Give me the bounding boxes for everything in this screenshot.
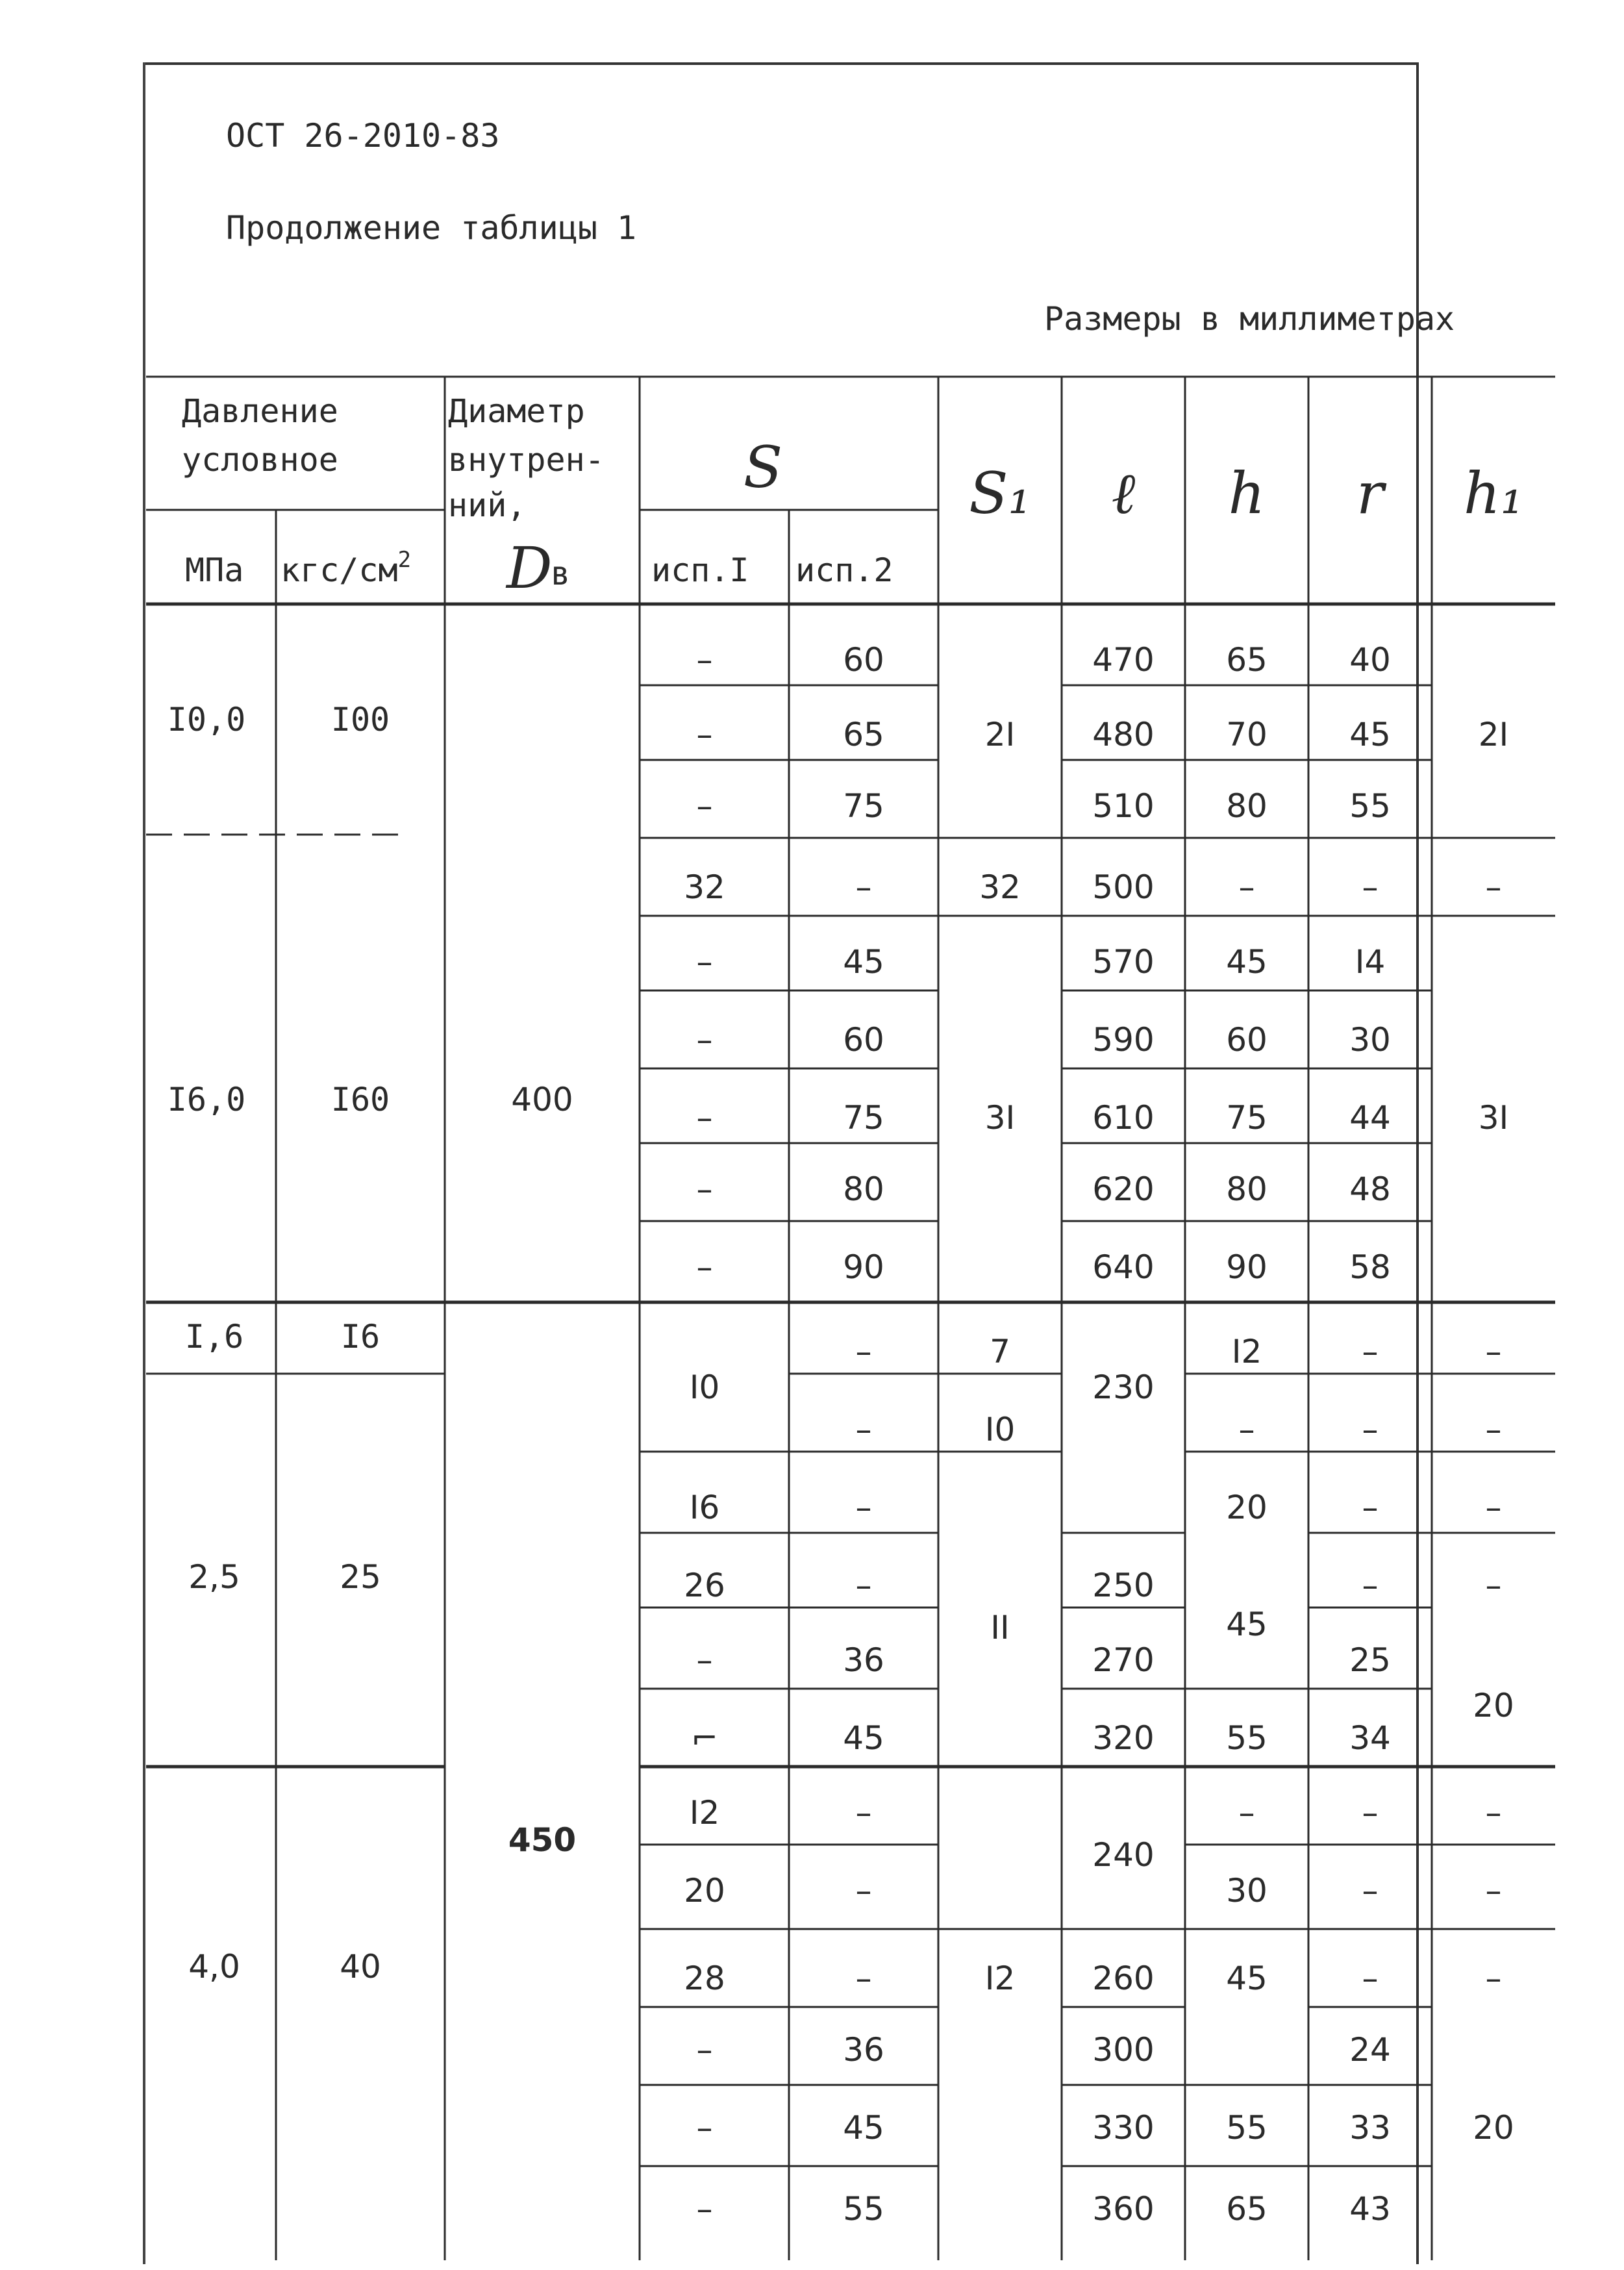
cell-isp2-r11-0: – <box>855 1411 872 1448</box>
cell-r-r20-4: 33 <box>1349 2109 1391 2147</box>
cell-l-m230: 230 <box>1092 1368 1155 1406</box>
cell-isp2-r15-1: 45 <box>843 1719 884 1757</box>
cell-l-r18-2: 260 <box>1092 1960 1155 1997</box>
cell-r-r4-5: – <box>1362 868 1379 906</box>
cell-isp1-r18-0: 28 <box>684 1960 725 1997</box>
cell-l-r3-2: 510 <box>1092 787 1155 825</box>
cell-l-r19-2: 300 <box>1092 2031 1155 2069</box>
pressure-mpa-3: I,6 <box>184 1318 244 1356</box>
cell-isp1-r12-0: I6 <box>689 1489 720 1526</box>
diameter-450: 450 <box>508 1821 577 1859</box>
head-diameter-line1: Диаметр <box>448 392 585 430</box>
cell-l-m240: 240 <box>1092 1836 1155 1874</box>
cell-isp2-r20-1: 45 <box>843 2109 884 2147</box>
cell-h-r21-3: 65 <box>1226 2190 1268 2228</box>
cell-isp1-r16-0: I2 <box>689 1794 720 1832</box>
cell-isp1-r6-0: – <box>696 1021 713 1059</box>
cell-l-r1-2: 470 <box>1092 641 1155 679</box>
cell-s1-s1d: I2 <box>984 1960 1016 1997</box>
standard-number: ОСТ 26-2010-83 <box>226 117 500 155</box>
cell-isp1-r2-0: – <box>696 716 713 753</box>
cell-h-r10-2: I2 <box>1231 1333 1262 1370</box>
head-s1: S₁ <box>969 460 1031 527</box>
cell-l-r2-2: 480 <box>1092 716 1155 753</box>
cell-isp2-r18-1: – <box>855 1960 872 1997</box>
cell-h-h45a: 45 <box>1226 1606 1268 1643</box>
cell-isp1-r1-0: – <box>696 641 713 679</box>
head-r: r <box>1356 460 1384 527</box>
cell-h1-r12-4: – <box>1485 1489 1502 1526</box>
cell-isp2-r16-1: – <box>855 1794 872 1832</box>
cell-r-r8-4: 48 <box>1349 1170 1391 1208</box>
cell-r-r1-4: 40 <box>1349 641 1391 679</box>
cell-isp2-r2-1: 65 <box>843 716 884 753</box>
cell-l-r9-2: 640 <box>1092 1248 1155 1286</box>
cell-r-r14-3: 25 <box>1349 1641 1391 1679</box>
cell-h-r11-2: – <box>1238 1411 1255 1448</box>
cell-isp1-r8-0: – <box>696 1170 713 1208</box>
cell-l-r8-2: 620 <box>1092 1170 1155 1208</box>
cell-isp1-r5-0: – <box>696 943 713 981</box>
cell-l-r6-2: 590 <box>1092 1021 1155 1059</box>
pressure-mpa-5: 4,0 <box>188 1948 240 1986</box>
cell-isp1-r19-0: – <box>696 2031 713 2069</box>
cell-s1-r4-2: 32 <box>979 868 1021 906</box>
cell-r-r18-4: – <box>1362 1960 1379 1997</box>
cell-l-r20-2: 330 <box>1092 2109 1155 2147</box>
cell-isp1-r20-0: – <box>696 2109 713 2147</box>
cell-l-r21-2: 360 <box>1092 2190 1155 2228</box>
units-note: Размеры в миллиметрах <box>1044 300 1455 338</box>
head-pressure-line2: условное <box>182 441 338 479</box>
diameter-400: 400 <box>511 1081 573 1118</box>
cell-r-r16-3: – <box>1362 1794 1379 1832</box>
cell-isp2-r3-1: 75 <box>843 787 884 825</box>
head-unit-mpa: МПа <box>185 551 244 589</box>
cell-h-r16-2: – <box>1238 1794 1255 1832</box>
cell-isp1-m10: I0 <box>689 1368 720 1406</box>
table-continuation-title: Продолжение таблицы 1 <box>226 209 637 247</box>
head-diameter-subscript: в <box>551 555 571 592</box>
cell-h-r5-3: 45 <box>1226 943 1268 981</box>
cell-h-r18-3: 45 <box>1226 1960 1268 1997</box>
cell-isp1-r4-0: 32 <box>684 868 725 906</box>
head-pressure-line1: Давление <box>182 392 338 430</box>
cell-isp2-r4-1: – <box>855 868 872 906</box>
cell-isp1-r13-0: 26 <box>684 1567 725 1604</box>
cell-l-r7-2: 610 <box>1092 1099 1155 1137</box>
cell-l-r15-2: 320 <box>1092 1719 1155 1757</box>
head-s: S <box>743 434 783 501</box>
cell-s1-r11-1: I0 <box>984 1411 1016 1448</box>
cell-h1-h1a: 2I <box>1478 716 1509 753</box>
cell-r-r19-3: 24 <box>1349 2031 1391 2069</box>
head-unit-kgf: кгс/$см^2$ <box>281 547 412 589</box>
cell-h1-r11-4: – <box>1485 1411 1502 1448</box>
cell-h1-r16-4: – <box>1485 1794 1502 1832</box>
cell-h1-h1b: 3I <box>1478 1099 1509 1137</box>
head-diameter-line3: ний, <box>448 486 527 524</box>
cell-isp2-r1-1: 60 <box>843 641 884 679</box>
pressure-kgf-4: 25 <box>340 1558 381 1596</box>
cell-s1-s1c: II <box>990 1609 1010 1646</box>
cell-r-r6-4: 30 <box>1349 1021 1391 1059</box>
cell-r-r2-4: 45 <box>1349 716 1391 753</box>
cell-isp2-r9-1: 90 <box>843 1248 884 1286</box>
cell-h1-r18-5: – <box>1485 1960 1502 1997</box>
cell-l-r14-2: 270 <box>1092 1641 1155 1679</box>
cell-r-r5-4: I4 <box>1355 943 1386 981</box>
cell-h-r2-3: 70 <box>1226 716 1268 753</box>
cell-h-r15-3: 55 <box>1226 1719 1268 1757</box>
cell-s1-s1a: 2I <box>984 716 1016 753</box>
cell-isp2-r21-1: 55 <box>843 2190 884 2228</box>
cell-h-r9-3: 90 <box>1226 1248 1268 1286</box>
head-l: ℓ <box>1111 460 1136 527</box>
cell-h1-h1c: 20 <box>1473 1687 1514 1724</box>
cell-isp2-r13-1: – <box>855 1567 872 1604</box>
cell-isp2-r8-1: 80 <box>843 1170 884 1208</box>
cell-isp1-r7-0: – <box>696 1099 713 1137</box>
cell-h1-r17-4: – <box>1485 1872 1502 1910</box>
cell-isp1-r9-0: – <box>696 1248 713 1286</box>
cell-r-r7-4: 44 <box>1349 1099 1391 1137</box>
cell-isp1-r17-0: 20 <box>684 1872 725 1910</box>
cell-h-r3-3: 80 <box>1226 787 1268 825</box>
cell-r-r3-4: 55 <box>1349 787 1391 825</box>
cell-isp2-r7-1: 75 <box>843 1099 884 1137</box>
cell-h-r8-3: 80 <box>1226 1170 1268 1208</box>
pressure-kgf-1: I00 <box>331 701 390 738</box>
cell-isp2-r6-1: 60 <box>843 1021 884 1059</box>
head-diameter-symbol: D <box>506 535 553 601</box>
cell-s1-s1b: 3I <box>984 1099 1016 1137</box>
cell-h1-r4-6: – <box>1485 868 1502 906</box>
cell-isp1-r21-0: – <box>696 2190 713 2228</box>
cell-l-r13-2: 250 <box>1092 1567 1155 1604</box>
pressure-mpa-4: 2,5 <box>188 1558 240 1596</box>
cell-isp2-r17-1: – <box>855 1872 872 1910</box>
cell-h-r6-3: 60 <box>1226 1021 1268 1059</box>
pressure-kgf-5: 40 <box>340 1948 381 1986</box>
cell-isp2-r14-1: 36 <box>843 1641 884 1679</box>
cell-r-r13-3: – <box>1362 1567 1379 1604</box>
cell-h-r20-3: 55 <box>1226 2109 1268 2147</box>
pressure-kgf-3: I6 <box>340 1318 381 1356</box>
cell-h-r1-3: 65 <box>1226 641 1268 679</box>
cell-isp2-r5-1: 45 <box>843 943 884 981</box>
head-h: h <box>1228 460 1266 527</box>
pressure-kgf-2: I60 <box>331 1081 390 1118</box>
cell-h-r7-3: 75 <box>1226 1099 1268 1137</box>
cell-isp2-r12-1: – <box>855 1489 872 1526</box>
cell-h1-h1d: 20 <box>1473 2109 1514 2147</box>
cell-s1-r10-1: 7 <box>990 1333 1010 1370</box>
cell-r-r12-3: – <box>1362 1489 1379 1526</box>
cell-h-r4-4: – <box>1238 868 1255 906</box>
pressure-mpa-1: I0,0 <box>167 701 246 738</box>
cell-r-r21-4: 43 <box>1349 2190 1391 2228</box>
cell-h1-r13-4: – <box>1485 1567 1502 1604</box>
pressure-mpa-2: I6,0 <box>167 1081 246 1118</box>
cell-r-r10-3: – <box>1362 1333 1379 1370</box>
cell-h-r12-2: 20 <box>1226 1489 1268 1526</box>
cell-h-r17-2: 30 <box>1226 1872 1268 1910</box>
head-isp1: исп.I <box>651 551 749 589</box>
cell-isp1-r14-0: – <box>696 1641 713 1679</box>
cell-l-r4-3: 500 <box>1092 868 1155 906</box>
cell-r-r9-4: 58 <box>1349 1248 1391 1286</box>
cell-isp1-r3-0: – <box>696 787 713 825</box>
head-diameter-line2: внутрен- <box>448 441 605 479</box>
cell-r-r17-3: – <box>1362 1872 1379 1910</box>
cell-isp2-r19-1: 36 <box>843 2031 884 2069</box>
cell-isp1-r15-0: ⌐ <box>691 1719 718 1757</box>
head-isp2: исп.2 <box>795 551 893 589</box>
table-cells <box>684 641 1514 2228</box>
cell-r-r11-3: – <box>1362 1411 1379 1448</box>
cell-isp2-r10-0: – <box>855 1333 872 1370</box>
cell-h1-r10-4: – <box>1485 1333 1502 1370</box>
head-h1: h₁ <box>1464 460 1523 527</box>
cell-l-r5-2: 570 <box>1092 943 1155 981</box>
cell-r-r15-4: 34 <box>1349 1719 1391 1757</box>
